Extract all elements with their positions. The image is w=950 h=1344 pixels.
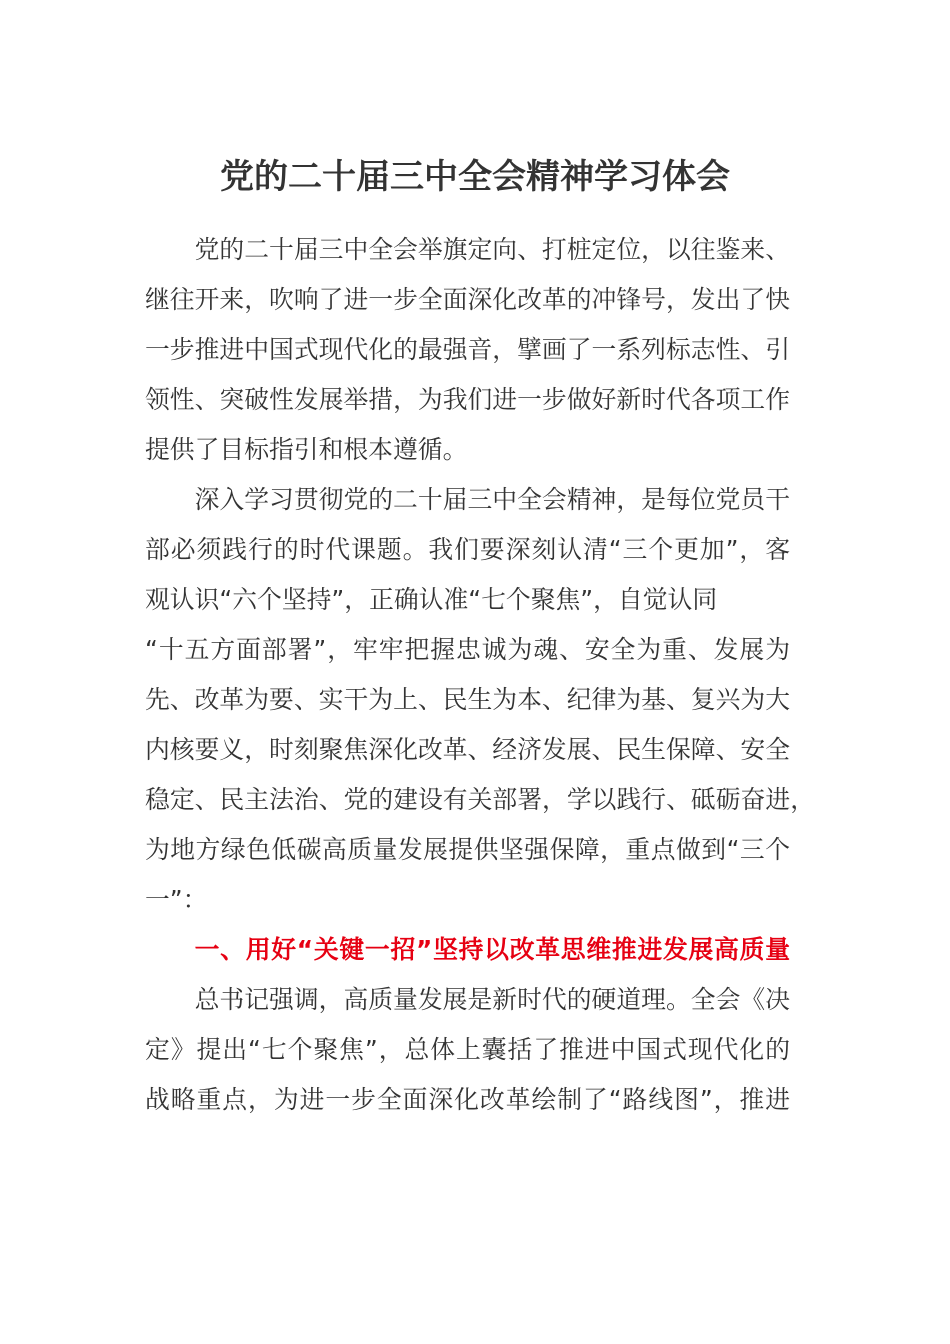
paragraph-2-line: 为地方绿色低碳高质量发展提供坚强保障，重点做到“三个 [145, 835, 790, 864]
section-1-heading: 一、用好“关键一招”坚持以改革思维推进发展高质量 [194, 935, 790, 964]
paragraph-1-line: 提供了目标指引和根本遵循。 [145, 435, 468, 464]
paragraph-3-line: 定》提出“七个聚焦”，总体上囊括了推进中国式现代化的 [145, 1035, 790, 1064]
paragraph-2-line: 先、改革为要、实干为上、民生为本、纪律为基、复兴为大 [145, 685, 790, 714]
paragraph-1-line: 党的二十届三中全会举旗定向、打桩定位，以往鉴来、 [194, 235, 790, 264]
paragraph-2-line: 一”： [145, 885, 208, 914]
paragraph-2-line: 稳定、民主法治、党的建设有关部署，学以践行、砥砺奋进， [145, 785, 815, 814]
paragraph-2-line: 内核要义，时刻聚焦深化改革、经济发展、民生保障、安全 [145, 735, 790, 764]
document-title: 党的二十届三中全会精神学习体会 [220, 157, 730, 197]
paragraph-3-line: 总书记强调，高质量发展是新时代的硬道理。全会《决 [194, 985, 790, 1014]
paragraph-2-line: 部必须践行的时代课题。我们要深刻认清“三个更加”，客 [145, 535, 790, 564]
paragraph-2-line: 观认识“六个坚持”，正确认准“七个聚焦”，自觉认同 [145, 585, 718, 614]
paragraph-2-line: “十五方面部署”，牢牢把握忠诚为魂、安全为重、发展为 [145, 635, 790, 664]
document-body [145, 225, 815, 1125]
paragraph-3-line: 战略重点，为进一步全面深化改革绘制了“路线图”，推进 [145, 1085, 790, 1114]
paragraph-1-line: 一步推进中国式现代化的最强音，擘画了一系列标志性、引 [145, 335, 790, 364]
paragraph-1-line: 继往开来，吹响了进一步全面深化改革的冲锋号，发出了快 [145, 285, 790, 314]
paragraph-1-line: 领性、突破性发展举措，为我们进一步做好新时代各项工作 [145, 385, 790, 414]
paragraph-2-line: 深入学习贯彻党的二十届三中全会精神，是每位党员干 [194, 485, 790, 514]
